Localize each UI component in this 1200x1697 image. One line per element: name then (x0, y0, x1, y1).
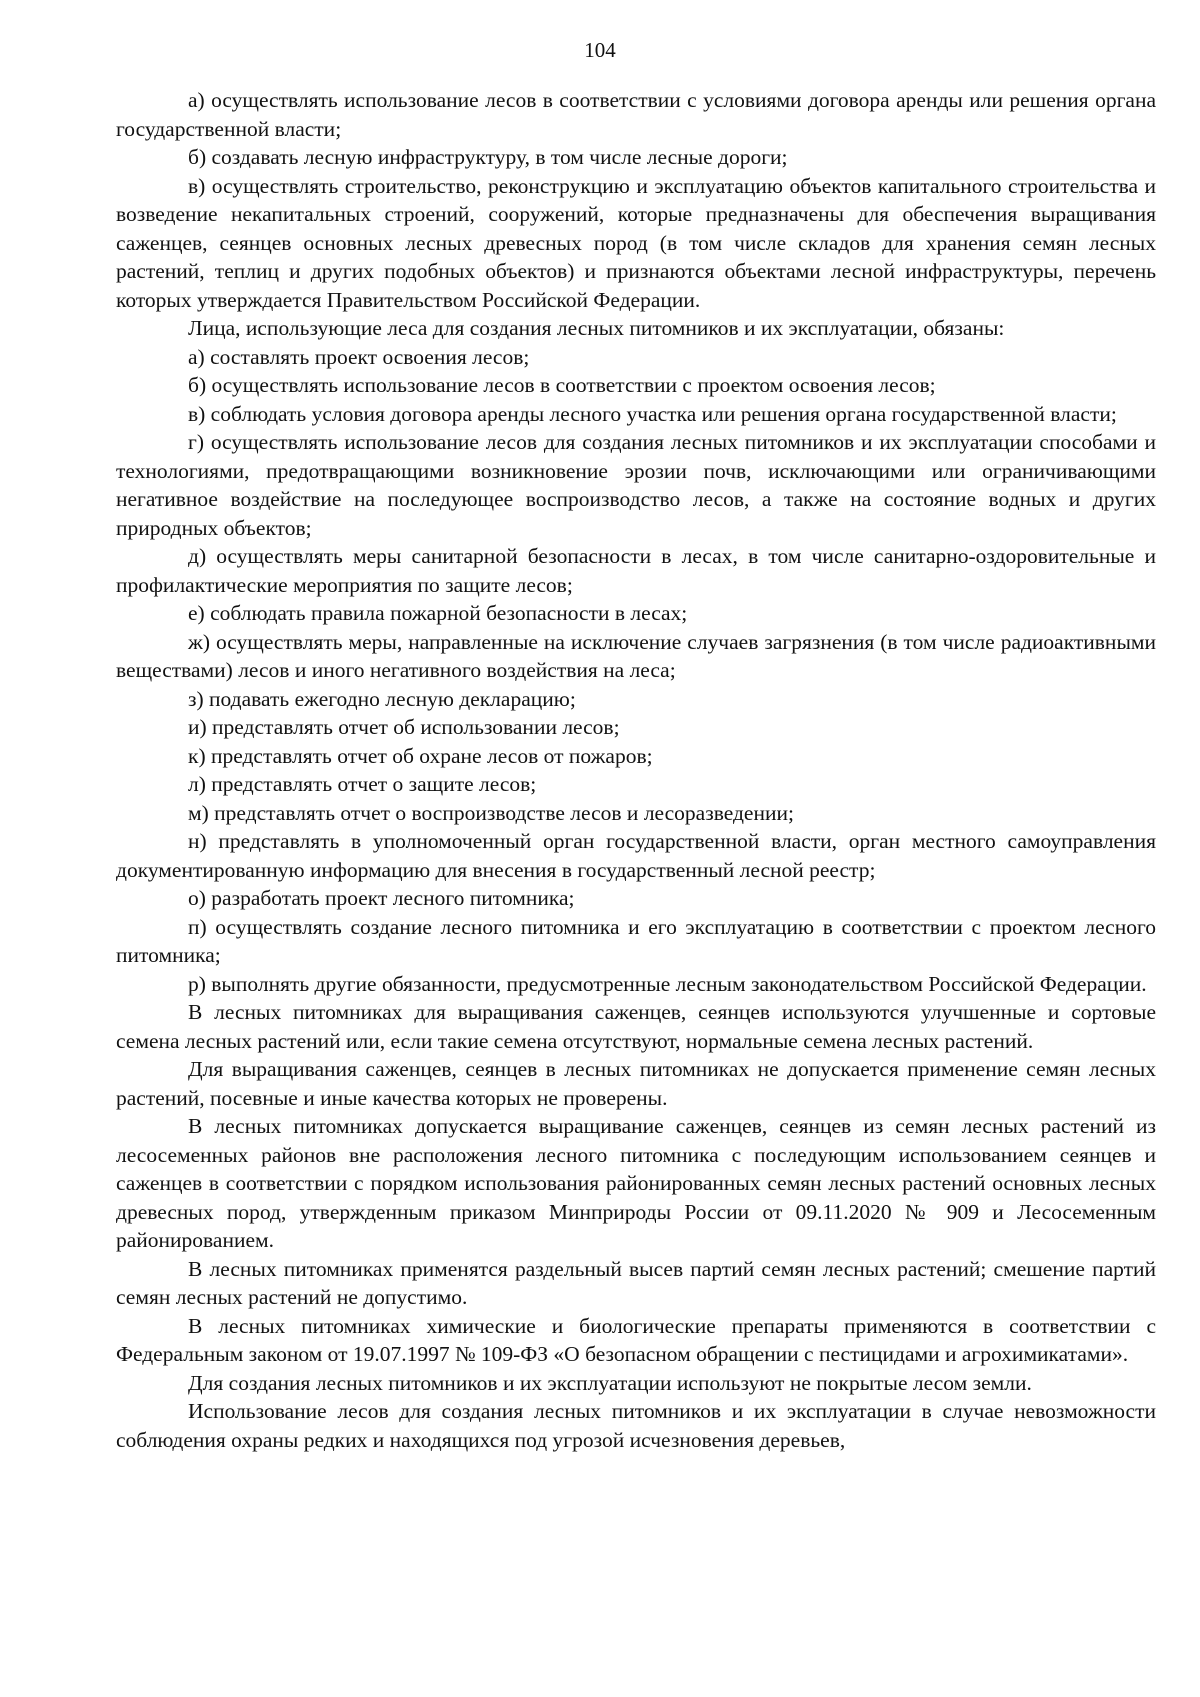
paragraph: к) представлять отчет об охране лесов от пожаров; (188, 743, 653, 768)
paragraph: м) представлять отчет о воспроизводстве лесов и лесоразведении; (188, 800, 794, 825)
paragraph: В лесных питомниках химические и биологические препараты применяются в соответствии с Федеральным законом от 19.07.1997 № 109-ФЗ «О безопасном обращении с пестицидами и агрохимикатами». (116, 1313, 1156, 1366)
paragraph: б) создавать лесную инфраструктуру, в том числе лесные дороги; (188, 145, 788, 169)
paragraph: д) осуществлять меры санитарной безопасности в лесах, в том числе санитарно-оздоровительные и профилактические мероприятия по защите лесов; (116, 544, 1156, 597)
paragraph: Для создания лесных питомников и их эксплуатации используют не покрытые лесом земли. (188, 1370, 1032, 1395)
paragraph: з) подавать ежегодно лесную декларацию; (188, 686, 576, 711)
paragraph: а) составлять проект освоения лесов; (188, 344, 530, 369)
paragraph: В лесных питомниках применятся раздельный высев партий семян лесных растений; смешение партий семян лесных растений не допустимо. (116, 1256, 1156, 1309)
paragraph: В лесных питомниках допускается выращивание саженцев, сеянцев из семян лесных растений из лесосеменных районов вне расположения лесного питомника с последующим использованием сеянцев и саженцев в соответствии с порядком использования районированных семян лесных растений основных лесных древесных пород, утвержденным приказом Минприроды России от 09.11.2020 № 909 и Лесосеменным районированием. (116, 1114, 1156, 1252)
paragraph: в) соблюдать условия договора аренды лесного участка или решения органа государственной власти; (188, 401, 1117, 426)
paragraph: л) представлять отчет о защите лесов; (188, 772, 537, 796)
paragraph: Для выращивания саженцев, сеянцев в лесных питомниках не допускается применение семян лесных растений, посевные и иные качества которых не проверены. (116, 1057, 1156, 1110)
paragraph: о) разработать проект лесного питомника; (188, 886, 575, 910)
paragraph: Лица, использующие леса для создания лесных питомников и их эксплуатации, обязаны: (188, 316, 1005, 340)
paragraph: р) выполнять другие обязанности, предусмотренные лесным законодательством Российской Федерации. (188, 971, 1147, 996)
document-body (116, 86, 1156, 1454)
paragraph: В лесных питомниках для выращивания саженцев, сеянцев используются улучшенные и сортовые семена лесных растений или, если такие семена отсутствуют, нормальные семена лесных растений. (116, 1000, 1156, 1053)
page-number: 104 (584, 38, 616, 62)
paragraph: в) осуществлять строительство, реконструкцию и эксплуатацию объектов капитального строительства и возведение некапитальных строений, сооружений, которые предназначены для обеспечения выращивания саженцев, сеянцев основных лесных древесных пород (в том числе складов для хранения семян лесных растений, теплиц и других подобных объектов) и признаются объектами лесной инфраструктуры, перечень которых утверждается Правительством Российской Федерации. (116, 173, 1156, 312)
paragraph: и) представлять отчет об использовании лесов; (188, 715, 620, 739)
paragraph: п) осуществлять создание лесного питомника и его эксплуатацию в соответствии с проектом лесного питомника; (116, 914, 1156, 967)
paragraph: н) представлять в уполномоченный орган государственной власти, орган местного самоуправления документированную информацию для внесения в государственный лесной реестр; (116, 829, 1156, 882)
paragraph: ж) осуществлять меры, направленные на исключение случаев загрязнения (в том числе радиоактивными веществами) лесов и иного негативного воздействия на леса; (116, 629, 1156, 682)
paragraph: Использование лесов для создания лесных питомников и их эксплуатации в случае невозможности соблюдения охраны редких и находящихся под угрозой исчезновения деревьев, (116, 1399, 1156, 1452)
paragraph: а) осуществлять использование лесов в соответствии с условиями договора аренды или решения органа государственной власти; (116, 88, 1156, 141)
paragraph: е) соблюдать правила пожарной безопасности в лесах; (188, 601, 688, 625)
paragraph: г) осуществлять использование лесов для создания лесных питомников и их эксплуатации способами и технологиями, предотвращающими возникновение эрозии почв, исключающими или ограничивающими негативное воздействие на последующее воспроизводство лесов, а также на состояние водных и других природных объектов; (116, 430, 1156, 540)
paragraph: б) осуществлять использование лесов в соответствии с проектом освоения лесов; (188, 373, 936, 397)
